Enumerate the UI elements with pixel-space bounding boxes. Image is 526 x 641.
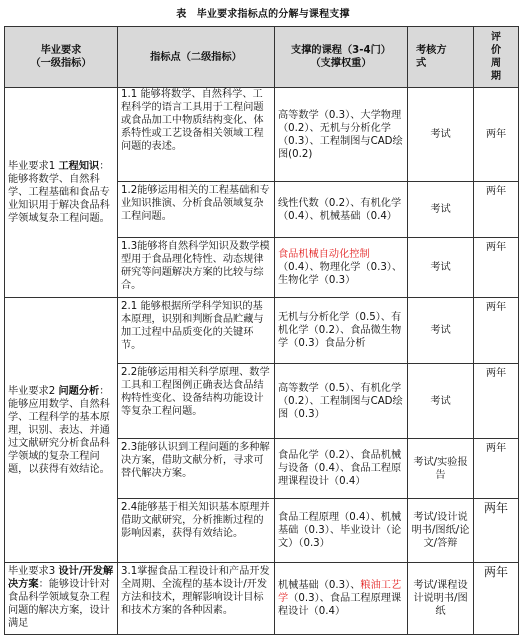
requirement-2-title: 问题分析 <box>58 385 100 397</box>
courses-highlight: 粮油工艺学 <box>278 580 402 604</box>
header-requirement: 毕业要求 （一级指标） <box>5 27 118 88</box>
cycle-2-3: 两年 <box>474 439 519 499</box>
method-3-1: 考试/课程设计说明书/图纸 <box>408 563 474 635</box>
table-row <box>5 88 519 182</box>
courses-text: 食品工程原理（0.4）、机械基础（0.3）、毕业设计（论文）（0.3） <box>278 512 402 549</box>
indicator-table <box>4 26 519 635</box>
courses-text: 无机与分析化学（0.5）、有机化学（0.2）、食品微生物学（0.3）食品分析 <box>278 312 402 349</box>
indicator-1-1: 1.1 能够将数学、自然科学、工程科学的语言工具用于工程问题或食品加工中物质结构变化、体系特性或工艺设备相关领域工程问题的表述。 <box>118 88 275 182</box>
table-title: 表 毕业要求指标点的分解与课程支撑 <box>176 9 350 20</box>
method-1-3: 考试 <box>408 238 474 298</box>
cycle-1-2: 两年 <box>474 182 519 238</box>
courses-text: 食品化学（0.2）、食品机械与设备（0.4）、食品工程原理课程设计（0.4） <box>278 450 402 487</box>
courses-2-4 <box>275 499 408 563</box>
indicator-2-4: 2.4能够基于相关知识基本原理并借助文献研究，分析推断过程的影响因素，获得有效结论。 <box>118 499 275 563</box>
method-2-1: 考试 <box>408 298 474 364</box>
courses-text-post: （0.4）、物理化学（0.3）、生物化学（0.3） <box>278 262 403 286</box>
cycle-2-1: 两年 <box>474 298 519 364</box>
requirement-1-prefix: 毕业要求1 <box>8 161 59 172</box>
courses-text: 线性代数（0.2）、有机化学（0.4）、机械基础（0.4） <box>278 197 402 222</box>
courses-1-1 <box>275 88 408 182</box>
requirement-1-desc: ：能够将数学、自然科学、工程基础和食品专业知识用于解决食品科学领域复杂工程问题。 <box>8 161 110 224</box>
method-2-3: 考试/实验报告 <box>408 439 474 499</box>
indicator-2-1: 2.1 能够根据所学科学知识的基本原理，识别和判断食品贮藏与加工过程中品质变化的关键环节。 <box>118 298 275 364</box>
requirement-1-title: 工程知识 <box>58 161 100 172</box>
requirement-2-cell <box>5 298 118 563</box>
courses-text-post: （0.3）、食品工程原理课程设计（0.4） <box>278 593 402 617</box>
courses-highlight: 食品机械自动化控制 <box>278 249 370 260</box>
method-2-2: 考试 <box>408 364 474 439</box>
requirement-3-title: 设计/开发解决方案 <box>8 566 114 590</box>
requirement-3-cell <box>5 563 118 635</box>
courses-2-1 <box>275 298 408 364</box>
requirement-2-desc: ：能够应用数学、自然科学、工程科学的基本原理，识别、表达、并通过文献研究分析食品科学领域的复杂工程问题，以获得有效结论。 <box>8 385 110 475</box>
courses-2-3 <box>275 439 408 499</box>
header-indicator: 指标点（二级指标） <box>118 27 275 88</box>
requirement-2-prefix: 毕业要求2 <box>8 385 59 397</box>
cycle-1-3: 两年 <box>474 238 519 298</box>
table-row <box>5 563 519 635</box>
table-row <box>5 298 519 364</box>
requirement-3-desc: ：能够设计针对食品科学领域复杂工程问题的解决方案，设计满足 <box>8 579 110 629</box>
method-2-4: 考试/设计说明书/图纸/论文/答辩 <box>408 499 474 563</box>
requirement-1-cell <box>5 88 118 298</box>
cycle-3-1: 两年 <box>474 563 519 635</box>
header-courses: 支撑的课程（3-4门） （支撑权重） <box>275 27 408 88</box>
indicator-3-1: 3.1掌握食品工程设计和产品开发全周期、全流程的基本设计/开发方法和技术，理解影响设计目标和技术方案的各种因素。 <box>118 563 275 635</box>
cycle-2-4: 两年 <box>474 499 519 563</box>
cycle-1-1: 两年 <box>474 88 519 182</box>
courses-2-2 <box>275 364 408 439</box>
indicator-2-3: 2.3能够认识到工程问题的多种解决方案，借助文献分析，寻求可替代解决方案。 <box>118 439 275 499</box>
indicator-2-2: 2.2能够运用相关科学原理、数学工具和工程图例正确表达食品结构特性变化、设备结构功能设计等复杂工程问题。 <box>118 364 275 439</box>
method-1-1: 考试 <box>408 88 474 182</box>
header-row <box>5 27 519 88</box>
requirement-3-prefix: 毕业要求3 <box>8 566 59 577</box>
cycle-2-2: 两年 <box>474 364 519 439</box>
courses-1-2 <box>275 182 408 238</box>
courses-text: 高等数学（0.3）、大学物理（0.2）、无机与分析化学（0.3）、工程制图与CAD绘图(0.2) <box>278 109 403 160</box>
indicator-1-2: 1.2能够运用相关的工程基础和专业知识推演、分析食品领域复杂工程问题。 <box>118 182 275 238</box>
indicator-1-3: 1.3能够将自然科学知识及数学模型用于食品理化特性、动态规律研究等问题解决方案的比较与综合。 <box>118 238 275 298</box>
header-method: 考核方 式 <box>408 27 474 88</box>
method-1-2: 考试 <box>408 182 474 238</box>
courses-1-3 <box>275 238 408 298</box>
courses-text: 机械基础（0.3）、 <box>278 580 361 591</box>
header-cycle: 评 价 周 期 <box>474 27 519 88</box>
courses-3-1 <box>275 563 408 635</box>
courses-text: 高等数学（0.5）、有机化学（0.2）、工程制图与CAD绘图（0.3） <box>278 382 403 420</box>
